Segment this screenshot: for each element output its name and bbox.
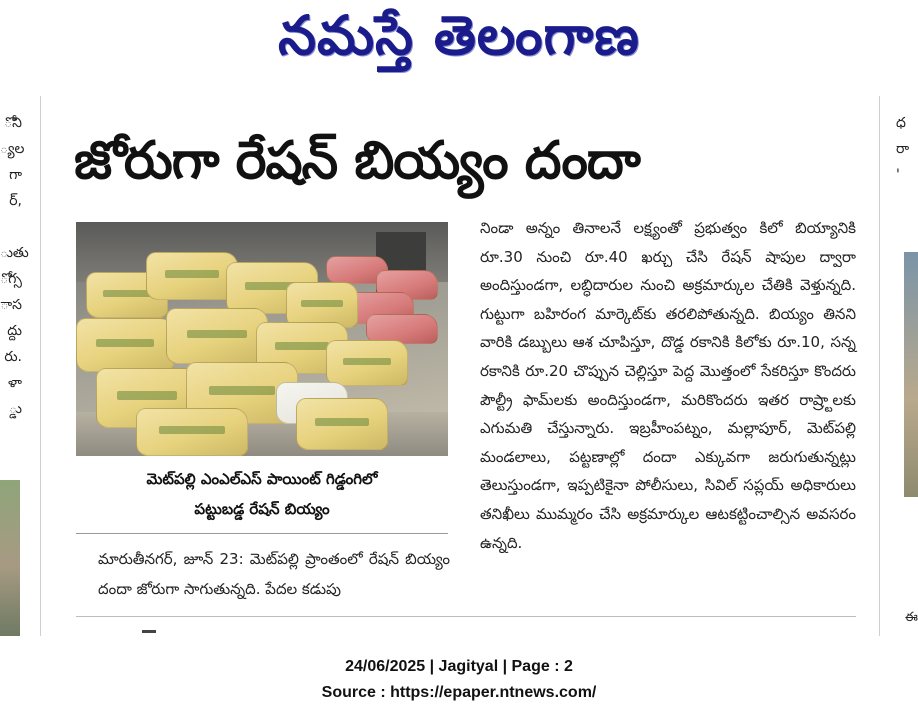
adjacent-fragment-bottom: ఈ <box>905 610 918 625</box>
fragment-line: రా <box>896 141 910 157</box>
fragment-line: ్యల <box>0 141 25 157</box>
column-divider-right <box>879 96 880 636</box>
article-bottom-divider <box>76 616 856 617</box>
fragment-line: ధ <box>896 115 906 131</box>
caption-divider <box>76 533 448 534</box>
edition-info: 24/06/2025 | Jagityal | Page : 2 <box>345 658 573 675</box>
fragment-line: ళా <box>8 375 22 391</box>
rice-sack <box>296 398 388 450</box>
fragment-line <box>0 214 22 240</box>
fragment-line: ద్దు <box>7 323 22 339</box>
article-photo <box>76 222 448 456</box>
adjacent-article-marker <box>142 630 156 633</box>
fragment-line: ోని <box>4 115 22 131</box>
caption-line: పట్టుబడ్డ రేషన్ బియ్యం <box>194 500 330 518</box>
adjacent-photo-right <box>904 252 918 497</box>
article-body-text: నిండా అన్నం తినాలనే లక్ష్యంతో ప్రభుత్వం కిలో బియ్యానికి రూ.30 నుంచి రూ.40 ఖర్చు చేసి రేషన్ షాపుల ద్వారా అందిస్తుండగా, లబ్ధిదారుల నుంచి అక్రమార్కుల చేతికి వెళ్తున్నది. గుట్టుగా బహిరంగ మార్కెట్‌కు తరలిపోతున్నది. బియ్యం తినని వారికి డబ్బులు ఆశ చూపిస్తూ, దొడ్డ రకానికి కిలోకు రూ.10, సన్న రకానికి రూ.20 చొప్పున చెల్లిస్తూ పెద్ద మొత్తంలో సేకరిస్తూ కొందరు పౌల్ట్రీ ఫామ్‌లకు అందిస్తుండగా, మరికొందరు ఇతర రాష్ర్టాలకు ఎగుమతి చేస్తున్నారు. ఇబ్రహీంపట్నం, మల్లాపూర్, మెట్‌పల్లి మండలాలు, పట్టణాల్లో దందా ఎక్కువగా జరుగుతున్నట్లు తెలుస్తుండగా, ఇప్పటికైనా పోలీసులు, సివిల్ సప్లయ్ అధికారులు తనిఖీలు ముమ్మరం చేసి అక్రమార్కుల ఆటకట్టించాల్సిన అవసరం ఉన్నది. <box>480 219 856 552</box>
rice-sack <box>136 408 248 456</box>
fragment-line: ' <box>896 167 900 183</box>
caption-line: మెట్‌పల్లి ఎంఎల్ఎస్ పాయింట్ గిడ్డంగిలో <box>146 470 378 488</box>
rice-sack <box>166 308 268 364</box>
photo-caption <box>76 464 448 524</box>
adjacent-article-right <box>896 110 918 230</box>
newspaper-title: నమస్తే తెలంగాణ <box>278 4 640 67</box>
fragment-line: ోగ్స <box>0 271 22 287</box>
page-footer <box>0 654 918 706</box>
masthead <box>0 0 918 80</box>
rice-sack <box>76 318 174 372</box>
adjacent-photo-left <box>0 480 20 636</box>
column-divider-left <box>40 96 41 636</box>
article-lead-text: మారుతీనగర్, జూన్ 23: మెట్‌పల్లి ప్రాంతంలో రేషన్ బియ్యం దందా జోరుగా సాగుతున్నది. పేదల కడుపు <box>98 550 450 598</box>
fragment-line: ాస <box>0 297 22 313</box>
fragment-line: గా <box>9 167 22 183</box>
fragment-line: ుతు <box>0 245 29 261</box>
rice-sack <box>146 252 238 300</box>
rice-sack <box>326 340 408 386</box>
article-headline: జోరుగా రేషన్ బియ్యం దందా <box>74 131 640 191</box>
source-link[interactable]: Source : https://epaper.ntnews.com/ <box>321 684 597 701</box>
fragment-line: ్డు <box>9 401 22 417</box>
fragment-line: రు. <box>4 349 22 365</box>
fragment-line: ర్, <box>9 193 22 209</box>
adjacent-article-left <box>0 110 29 460</box>
